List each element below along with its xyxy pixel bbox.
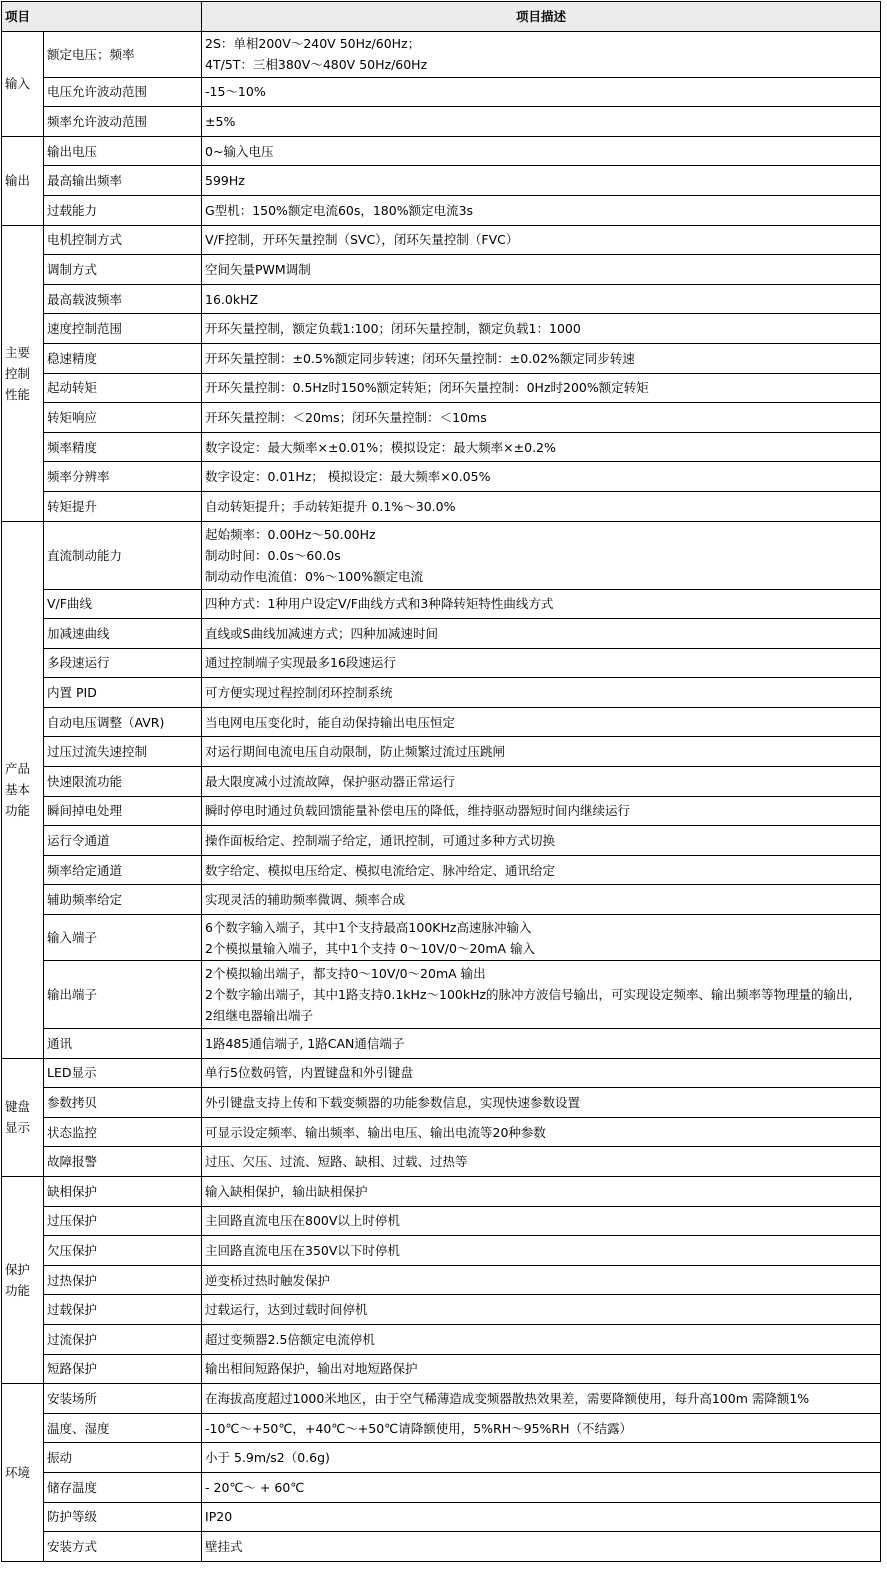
table-row (2, 1324, 881, 1354)
table-row (2, 136, 881, 166)
item-description-cell: 操作面板给定、控制端子给定，通讯控制，可通过多种方式切换 (202, 826, 881, 856)
category-cell: 环境 (2, 1384, 44, 1562)
item-description-cell: 最大限度减小过流故障，保护驱动器正常运行 (202, 767, 881, 797)
item-name-cell: V/F曲线 (44, 589, 202, 619)
item-name-cell: 过载保护 (44, 1295, 202, 1325)
table-row (2, 1029, 881, 1059)
table-row (2, 343, 881, 373)
item-description-cell: G型机：150%额定电流60s，180%额定电流3s (202, 195, 881, 225)
item-description-cell: 6个数字输入端子，其中1个支持最高100KHz高速脉冲输入 2个模拟量输入端子，其中1个支持 0～10V/0～20mA 输入 (202, 915, 881, 961)
table-row (2, 1532, 881, 1562)
item-name-cell: 转矩提升 (44, 491, 202, 521)
item-description-cell: 对运行期间电流电压自动限制，防止频繁过流过压跳闸 (202, 737, 881, 767)
item-name-cell: 频率给定通道 (44, 855, 202, 885)
item-name-cell: 瞬间掉电处理 (44, 796, 202, 826)
table-row (2, 225, 881, 255)
item-description-cell: 可方便实现过程控制闭环控制系统 (202, 678, 881, 708)
item-name-cell: 电压允许波动范围 (44, 77, 202, 107)
table-row (2, 915, 881, 961)
table-row (2, 1206, 881, 1236)
item-name-cell: 输入端子 (44, 915, 202, 961)
table-row (2, 1088, 881, 1118)
item-description-cell: 壁挂式 (202, 1532, 881, 1562)
item-description-cell: ±5% (202, 107, 881, 137)
item-description-cell: 四种方式：1种用户设定V/F曲线方式和3种降转矩特性曲线方式 (202, 589, 881, 619)
item-name-cell: 通讯 (44, 1029, 202, 1059)
item-description-cell: 小于 5.9m/s2（0.6g) (202, 1443, 881, 1473)
item-name-cell: 内置 PID (44, 678, 202, 708)
item-description-cell: IP20 (202, 1502, 881, 1532)
table-row (2, 1058, 881, 1088)
item-description-cell: 通过控制端子实现最多16段速运行 (202, 648, 881, 678)
table-row (2, 796, 881, 826)
table-row (2, 1236, 881, 1266)
item-description-cell: 1路485通信端子, 1路CAN通信端子 (202, 1029, 881, 1059)
spec-body (2, 31, 881, 1561)
item-description-cell: 开环矢量控制：＜20ms；闭环矢量控制：＜10ms (202, 403, 881, 433)
table-row (2, 589, 881, 619)
table-row (2, 255, 881, 285)
item-name-cell: 最高输出频率 (44, 166, 202, 196)
category-cell: 输出 (2, 136, 44, 225)
item-name-cell: 过压保护 (44, 1206, 202, 1236)
item-name-cell: 短路保护 (44, 1354, 202, 1384)
item-description-cell: 数字设定：0.01Hz； 模拟设定：最大频率×0.05% (202, 462, 881, 492)
table-row (2, 707, 881, 737)
item-description-cell: 过压、欠压、过流、短路、缺相、过载、过热等 (202, 1147, 881, 1177)
item-description-cell: 可显示设定频率、输出频率、输出电压、输出电流等20种参数 (202, 1117, 881, 1147)
item-name-cell: 输出端子 (44, 961, 202, 1029)
item-description-cell: 开环矢量控制：±0.5%额定同步转速；闭环矢量控制：±0.02%额定同步转速 (202, 343, 881, 373)
item-name-cell: 自动电压调整（AVR) (44, 707, 202, 737)
table-row (2, 826, 881, 856)
table-row (2, 491, 881, 521)
item-name-cell: 电机控制方式 (44, 225, 202, 255)
spec-table (1, 1, 881, 1562)
item-description-cell: 数字设定：最大频率×±0.01%；模拟设定：最大频率×±0.2% (202, 432, 881, 462)
table-row (2, 1443, 881, 1473)
table-row (2, 1117, 881, 1147)
item-description-cell: - 20℃～ + 60℃ (202, 1472, 881, 1502)
item-name-cell: 防护等级 (44, 1502, 202, 1532)
item-description-cell: 0~输入电压 (202, 136, 881, 166)
item-name-cell: 额定电压；频率 (44, 31, 202, 77)
item-description-cell: 瞬时停电时通过负载回馈能量补偿电压的降低，维持驱动器短时间内继续运行 (202, 796, 881, 826)
table-row (2, 373, 881, 403)
item-description-cell: V/F控制，开环矢量控制（SVC），闭环矢量控制（FVC） (202, 225, 881, 255)
item-description-cell: 16.0kHZ (202, 284, 881, 314)
item-description-cell: 过载运行，达到过载时间停机 (202, 1295, 881, 1325)
item-description-cell: 自动转矩提升；手动转矩提升 0.1%～30.0% (202, 491, 881, 521)
item-name-cell: 辅助频率给定 (44, 885, 202, 915)
item-description-cell: 开环矢量控制：0.5Hz时150%额定转矩；闭环矢量控制：0Hz时200%额定转矩 (202, 373, 881, 403)
table-row (2, 462, 881, 492)
item-name-cell: 输出电压 (44, 136, 202, 166)
table-row (2, 1147, 881, 1177)
item-name-cell: 起动转矩 (44, 373, 202, 403)
table-row (2, 166, 881, 196)
item-name-cell: 参数拷贝 (44, 1088, 202, 1118)
table-row (2, 1413, 881, 1443)
item-name-cell: 温度、湿度 (44, 1413, 202, 1443)
item-description-cell: 当电网电压变化时，能自动保持输出电压恒定 (202, 707, 881, 737)
item-name-cell: 运行令通道 (44, 826, 202, 856)
item-description-cell: 输出相间短路保护，输出对地短路保护 (202, 1354, 881, 1384)
item-name-cell: 转矩响应 (44, 403, 202, 433)
item-name-cell: 稳速精度 (44, 343, 202, 373)
table-row (2, 855, 881, 885)
item-description-cell: 逆变桥过热时触发保护 (202, 1265, 881, 1295)
table-row (2, 77, 881, 107)
item-name-cell: 调制方式 (44, 255, 202, 285)
table-row (2, 31, 881, 77)
item-description-cell: -15～10% (202, 77, 881, 107)
item-name-cell: 多段速运行 (44, 648, 202, 678)
item-name-cell: 频率分辨率 (44, 462, 202, 492)
item-description-cell: 起始频率：0.00Hz～50.00Hz 制动时间：0.0s～60.0s 制动动作电流值：0%～100%额定电流 (202, 521, 881, 589)
item-name-cell: 储存温度 (44, 1472, 202, 1502)
table-row (2, 1295, 881, 1325)
item-description-cell: 实现灵活的辅助频率微调、频率合成 (202, 885, 881, 915)
item-name-cell: 过压过流失速控制 (44, 737, 202, 767)
item-description-cell: 开环矢量控制，额定负载1:100；闭环矢量控制，额定负载1：1000 (202, 314, 881, 344)
table-row (2, 432, 881, 462)
table-row (2, 1265, 881, 1295)
item-name-cell: 故障报警 (44, 1147, 202, 1177)
item-name-cell: 过热保护 (44, 1265, 202, 1295)
table-row (2, 767, 881, 797)
table-row (2, 1472, 881, 1502)
table-row (2, 107, 881, 137)
item-name-cell: 频率允许波动范围 (44, 107, 202, 137)
item-name-cell: 频率精度 (44, 432, 202, 462)
category-cell: 主要控制性能 (2, 225, 44, 521)
item-description-cell: 主回路直流电压在350V以下时停机 (202, 1236, 881, 1266)
table-row (2, 961, 881, 1029)
item-name-cell: 直流制动能力 (44, 521, 202, 589)
table-row (2, 678, 881, 708)
item-description-cell: 空间矢量PWM调制 (202, 255, 881, 285)
table-row (2, 314, 881, 344)
item-name-cell: 状态监控 (44, 1117, 202, 1147)
header-item: 项目 (2, 2, 202, 32)
table-row (2, 1177, 881, 1207)
table-row (2, 648, 881, 678)
item-description-cell: 直线或S曲线加减速方式；四种加减速时间 (202, 619, 881, 649)
item-name-cell: 安装场所 (44, 1384, 202, 1414)
table-row (2, 737, 881, 767)
table-row (2, 885, 881, 915)
item-name-cell: 过载能力 (44, 195, 202, 225)
table-row (2, 403, 881, 433)
header-row (2, 2, 881, 32)
item-name-cell: 欠压保护 (44, 1236, 202, 1266)
item-name-cell: 速度控制范围 (44, 314, 202, 344)
item-description-cell: 超过变频器2.5倍额定电流停机 (202, 1324, 881, 1354)
item-name-cell: 过流保护 (44, 1324, 202, 1354)
header-description: 项目描述 (202, 2, 881, 32)
item-description-cell: 2个模拟输出端子，都支持0～10V/0～20mA 输出 2个数字输出端子，其中1路支持0.1kHz～100kHz的脉冲方波信号输出，可实现设定频率、输出频率等物理量的输出, 2组继电器输出端子 (202, 961, 881, 1029)
item-description-cell: -10℃～+50℃，+40℃～+50℃请降额使用，5%RH～95%RH（不结露） (202, 1413, 881, 1443)
category-cell: 输入 (2, 31, 44, 136)
item-description-cell: 外引键盘支持上传和下载变频器的功能参数信息，实现快速参数设置 (202, 1088, 881, 1118)
item-name-cell: 最高载波频率 (44, 284, 202, 314)
item-name-cell: 安装方式 (44, 1532, 202, 1562)
item-description-cell: 599Hz (202, 166, 881, 196)
item-name-cell: 快速限流功能 (44, 767, 202, 797)
table-row (2, 521, 881, 589)
item-name-cell: LED显示 (44, 1058, 202, 1088)
table-row (2, 1384, 881, 1414)
table-row (2, 619, 881, 649)
item-name-cell: 振动 (44, 1443, 202, 1473)
table-row (2, 1354, 881, 1384)
item-description-cell: 数字给定、模拟电压给定、模拟电流给定、脉冲给定、通讯给定 (202, 855, 881, 885)
item-description-cell: 在海拔高度超过1000米地区，由于空气稀薄造成变频器散热效果差，需要降额使用，每升高100m 需降额1% (202, 1384, 881, 1414)
item-description-cell: 单行5位数码管，内置键盘和外引键盘 (202, 1058, 881, 1088)
category-cell: 键盘显示 (2, 1058, 44, 1176)
category-cell: 产品基本功能 (2, 521, 44, 1058)
category-cell: 保护功能 (2, 1177, 44, 1384)
table-row (2, 195, 881, 225)
item-description-cell: 2S：单相200V～240V 50Hz/60Hz； 4T/5T：三相380V～480V 50Hz/60Hz (202, 31, 881, 77)
table-row (2, 284, 881, 314)
item-name-cell: 缺相保护 (44, 1177, 202, 1207)
table-row (2, 1502, 881, 1532)
item-name-cell: 加减速曲线 (44, 619, 202, 649)
item-description-cell: 主回路直流电压在800V以上时停机 (202, 1206, 881, 1236)
item-description-cell: 输入缺相保护，输出缺相保护 (202, 1177, 881, 1207)
